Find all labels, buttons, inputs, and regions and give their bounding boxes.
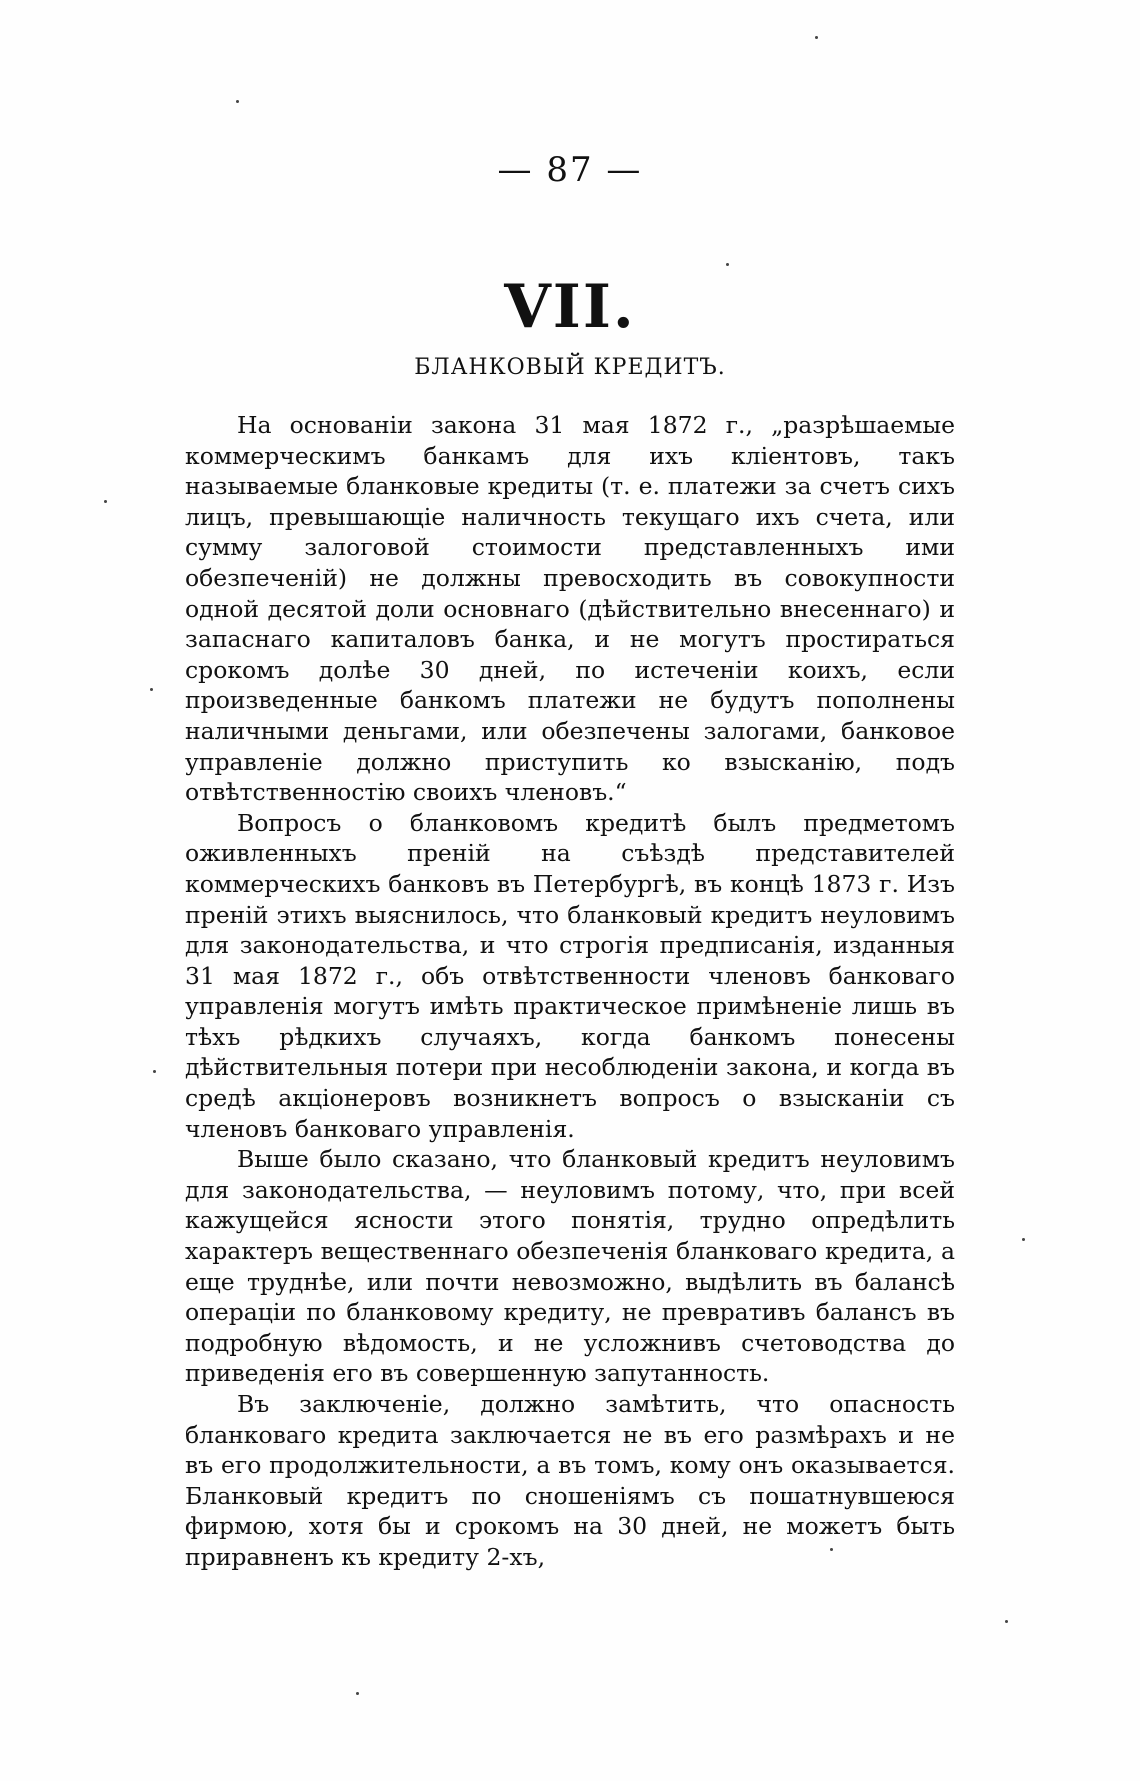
scan-speck	[104, 500, 107, 503]
scan-speck	[815, 36, 818, 39]
section-title: БЛАНКОВЫЙ КРЕДИТЪ.	[414, 355, 726, 380]
page-number: — 87 —	[497, 150, 643, 190]
scan-speck	[830, 1548, 833, 1551]
paragraph: Выше было сказано, что бланковый кредитъ неуловимъ для законодательства, — неуловимъ потому, что, при всей кажущейся ясности этого понятія, трудно опредѣлить характеръ вещественнаго обезпеченія бланковаго кредита, а еще труднѣе, или почти невозможно, выдѣлить въ балансѣ операціи по бланковому кредиту, не превративъ балансъ въ подробную вѣдомость, и не усложнивъ счетоводства до приведенія его въ совершенную запутанность.	[185, 1145, 955, 1388]
scan-speck	[1022, 1238, 1025, 1241]
scan-speck	[1005, 1620, 1008, 1623]
scan-speck	[150, 688, 153, 691]
scan-speck	[153, 1070, 156, 1073]
scan-speck	[726, 263, 729, 266]
paragraph: Вопросъ о бланковомъ кредитѣ былъ предметомъ оживленныхъ преній на съѣздѣ представителей коммерческихъ банковъ въ Петербургѣ, въ концѣ 1873 г. Изъ преній этихъ выяснилось, что бланковый кредитъ неуловимъ для законодательства, и что строгія предписанія, изданныя 31 мая 1872 г., объ отвѣтственности членовъ банковаго управленія могутъ имѣть практическое примѣненіе лишь въ тѣхъ рѣдкихъ случаяхъ, когда банкомъ понесены дѣйствительныя потери при несоблюденіи закона, и когда въ средѣ акціонеровъ возникнетъ вопросъ о взысканіи съ членовъ банковаго управленія.	[185, 808, 955, 1143]
paragraph: Въ заключеніе, должно замѣтить, что опасность бланковаго кредита заключается не въ его размѣрахъ и не въ его продолжительности, а въ томъ, кому онъ оказывается. Бланковый кредитъ по сношеніямъ съ пошатнувшеюся фирмою, хотя бы и срокомъ на 30 дней, не можетъ быть приравненъ къ кредиту 2-хъ,	[185, 1390, 955, 1571]
paragraph: На основаніи закона 31 мая 1872 г., „разрѣшаемые коммерческимъ банкамъ для ихъ кліентовъ, такъ называемые бланковые кредиты (т. е. платежи за счетъ сихъ лицъ, превышающіе наличность текущаго ихъ счета, или сумму залоговой стоимости представленныхъ ими обезпеченій) не должны превосходить въ совокупности одной десятой доли основнаго (дѣйствительно внесеннаго) и запаснаго капиталовъ банка, и не могутъ простираться срокомъ долѣе 30 дней, по истеченіи коихъ, если произведенные банкомъ платежи не будутъ пополнены наличными деньгами, или обезпечены залогами, банковое управленіе должно приступить ко взысканію, подъ отвѣтственностію своихъ членовъ.“	[185, 411, 955, 807]
scan-speck	[356, 1692, 359, 1695]
chapter-heading: VII.	[504, 272, 636, 342]
body-text	[185, 410, 955, 1573]
scan-speck	[236, 100, 239, 103]
